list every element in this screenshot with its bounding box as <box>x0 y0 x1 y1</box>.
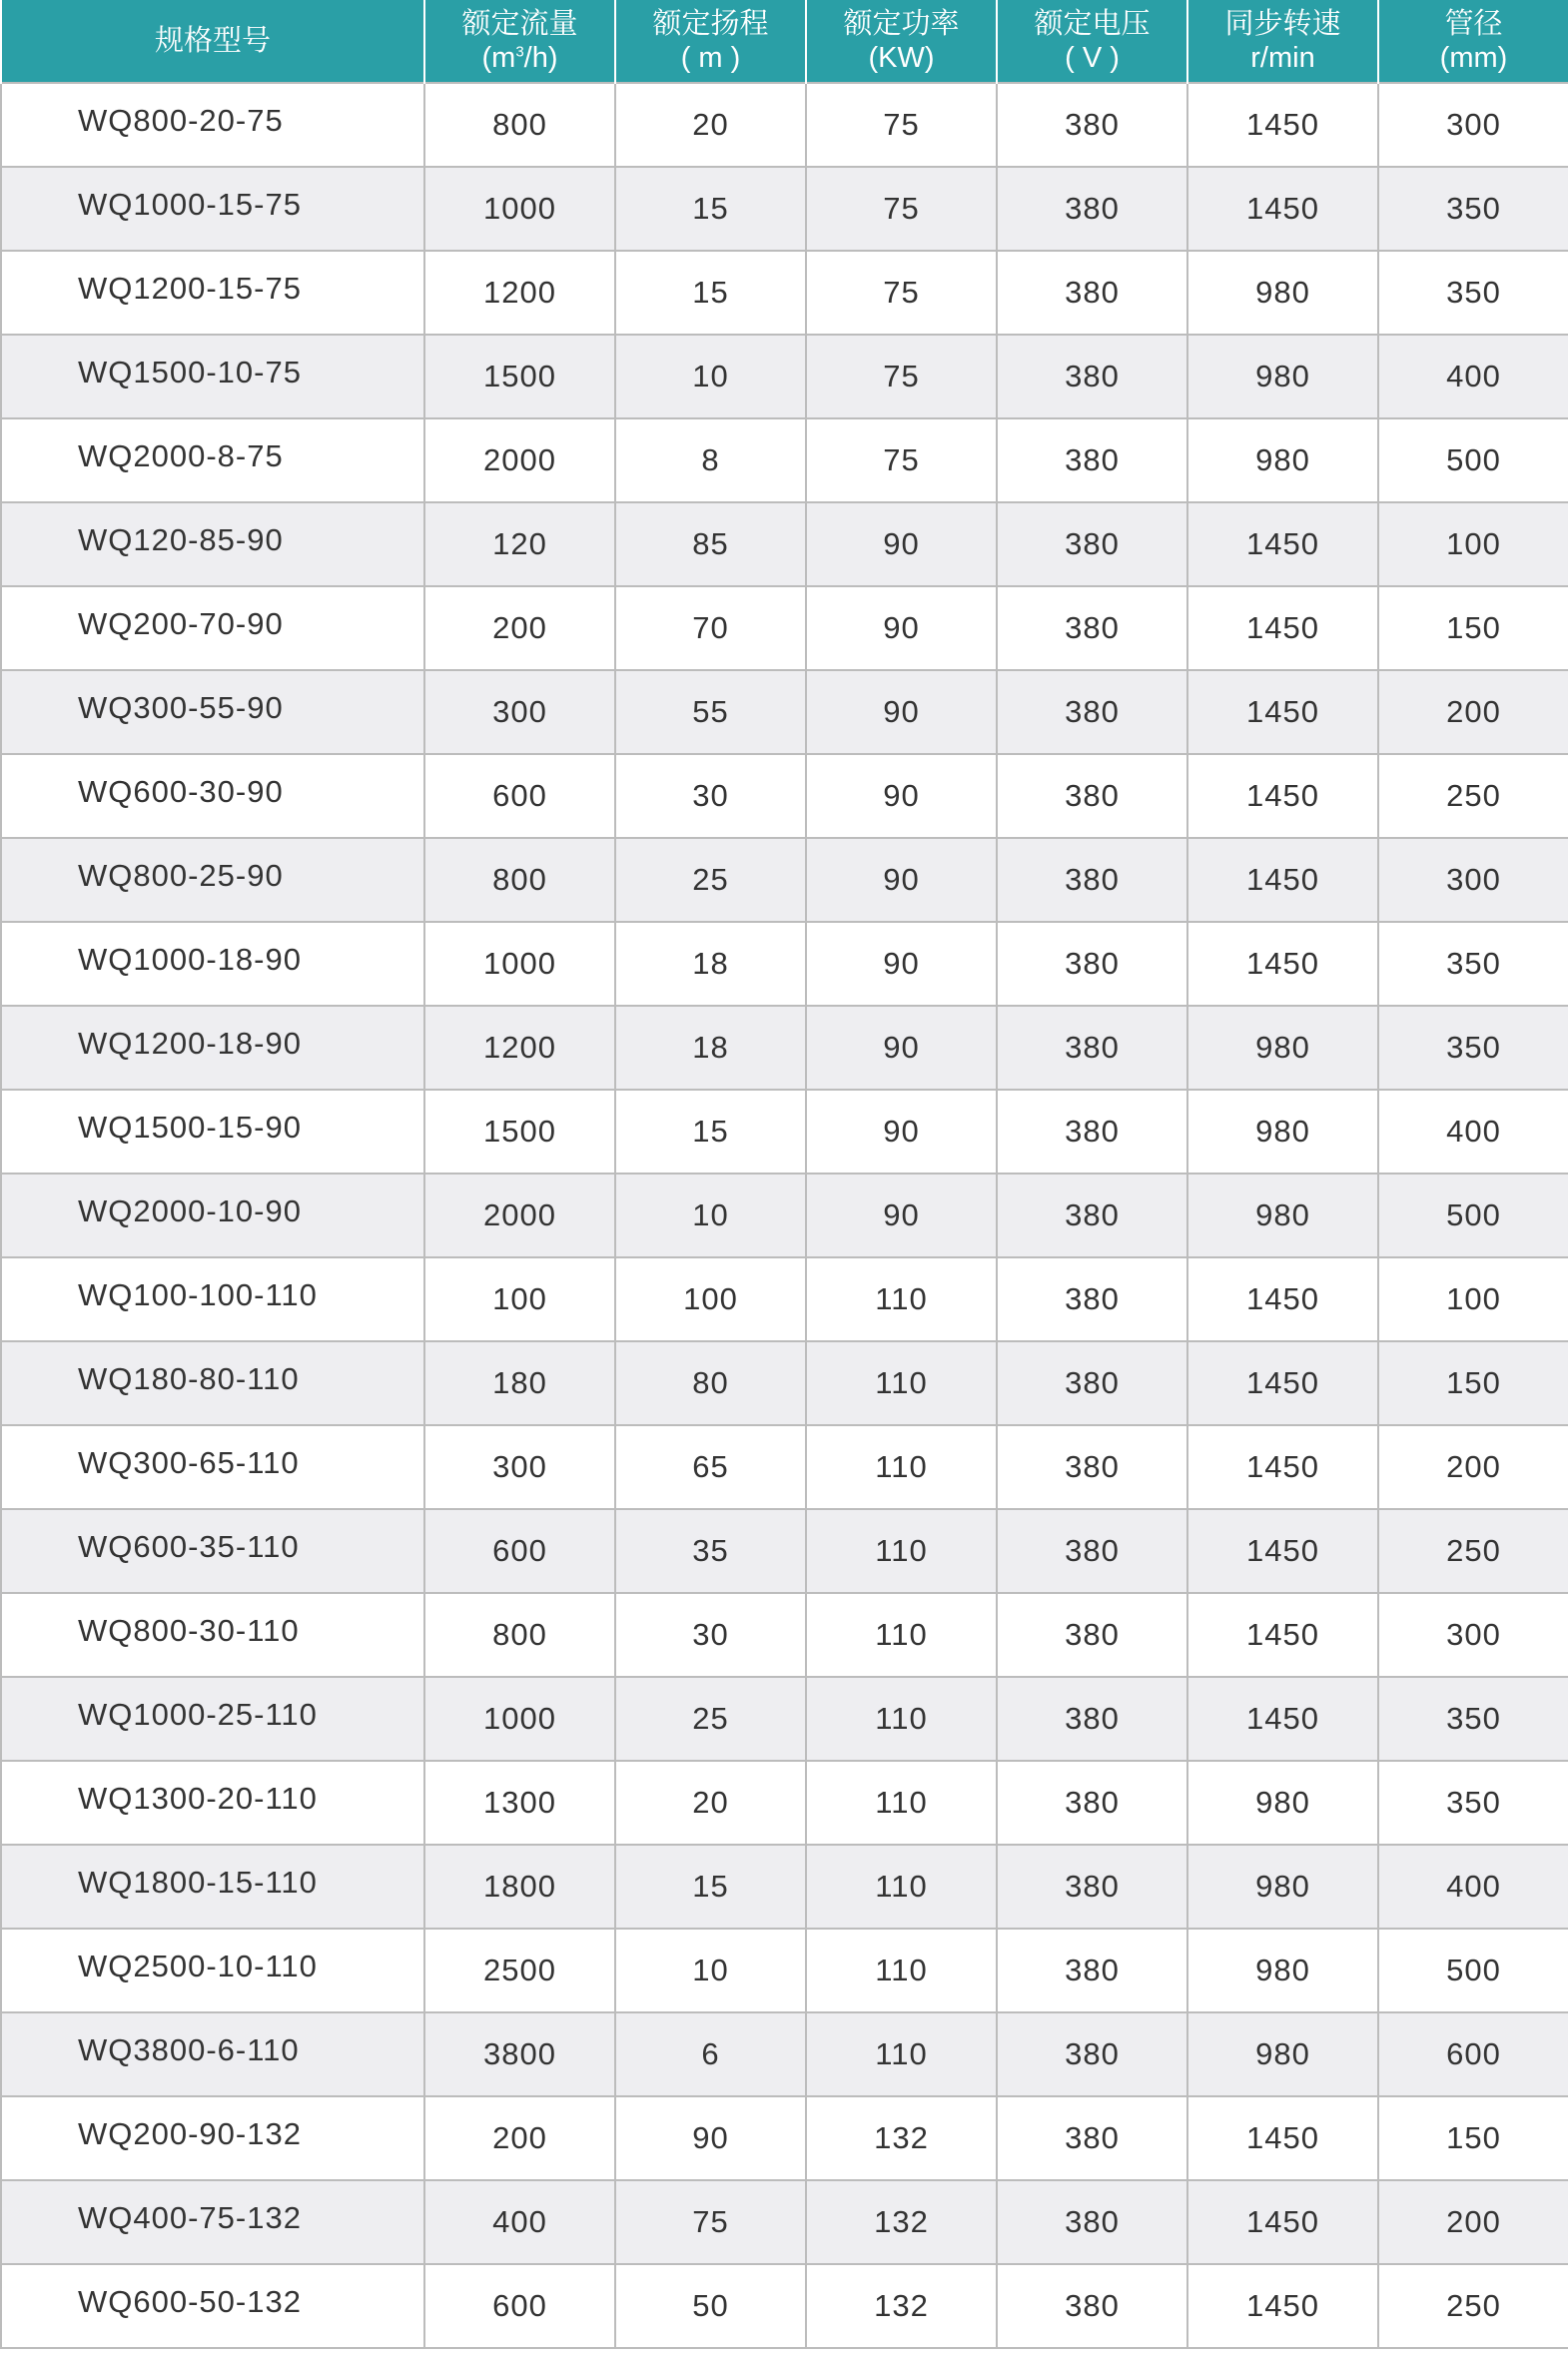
power-cell: 90 <box>806 502 997 586</box>
diameter-cell: 300 <box>1378 1593 1568 1677</box>
head-cell: 100 <box>615 1257 806 1341</box>
table-row <box>1 1425 1568 1509</box>
model-text: WQ2000-10-90 <box>78 1193 302 1228</box>
flow-cell: 200 <box>424 586 615 670</box>
head-cell: 55 <box>615 670 806 754</box>
speed-cell: 980 <box>1187 1929 1378 2012</box>
header-diameter-label: 管径 <box>1444 8 1503 40</box>
model-text: WQ800-25-90 <box>78 858 284 893</box>
model-cell <box>1 1677 424 1761</box>
head-cell: 70 <box>615 586 806 670</box>
power-cell: 110 <box>806 1677 997 1761</box>
speed-cell: 1450 <box>1187 1677 1378 1761</box>
voltage-cell: 380 <box>997 418 1187 502</box>
model-cell <box>1 83 424 167</box>
head-cell: 8 <box>615 418 806 502</box>
model-text: WQ200-70-90 <box>78 606 284 641</box>
diameter-cell: 250 <box>1378 754 1568 838</box>
model-cell <box>1 418 424 502</box>
model-cell <box>1 754 424 838</box>
voltage-cell: 380 <box>997 1341 1187 1425</box>
model-cell <box>1 1509 424 1593</box>
flow-cell: 1200 <box>424 1006 615 1090</box>
head-cell: 6 <box>615 2012 806 2096</box>
table-row <box>1 1006 1568 1090</box>
voltage-cell: 380 <box>997 2264 1187 2348</box>
speed-cell: 980 <box>1187 418 1378 502</box>
flow-cell: 180 <box>424 1341 615 1425</box>
model-cell <box>1 2096 424 2180</box>
flow-cell: 100 <box>424 1257 615 1341</box>
flow-cell: 800 <box>424 83 615 167</box>
model-text: WQ300-65-110 <box>78 1445 300 1480</box>
diameter-cell: 400 <box>1378 335 1568 418</box>
power-cell: 132 <box>806 2096 997 2180</box>
head-cell: 30 <box>615 754 806 838</box>
header-flow-label: 额定流量 <box>461 8 578 40</box>
voltage-cell: 380 <box>997 83 1187 167</box>
power-cell: 75 <box>806 251 997 335</box>
power-cell: 110 <box>806 1509 997 1593</box>
speed-cell: 1450 <box>1187 83 1378 167</box>
speed-cell: 980 <box>1187 251 1378 335</box>
diameter-cell: 350 <box>1378 1677 1568 1761</box>
header-flow <box>424 0 615 83</box>
table-row <box>1 418 1568 502</box>
flow-cell: 1000 <box>424 922 615 1006</box>
header-diameter <box>1378 0 1568 83</box>
power-cell: 110 <box>806 1929 997 2012</box>
voltage-cell: 380 <box>997 167 1187 251</box>
model-cell <box>1 1090 424 1174</box>
diameter-cell: 400 <box>1378 1090 1568 1174</box>
flow-cell: 1300 <box>424 1761 615 1845</box>
diameter-cell: 150 <box>1378 586 1568 670</box>
voltage-cell: 380 <box>997 1174 1187 1257</box>
diameter-cell: 200 <box>1378 1425 1568 1509</box>
speed-cell: 980 <box>1187 1761 1378 1845</box>
header-power-label: 额定功率 <box>843 8 960 40</box>
head-cell: 15 <box>615 167 806 251</box>
speed-cell: 1450 <box>1187 922 1378 1006</box>
flow-cell: 1000 <box>424 167 615 251</box>
header-flow-unit-pre: (m <box>481 42 516 74</box>
model-text: WQ1200-18-90 <box>78 1026 302 1061</box>
model-text: WQ1500-10-75 <box>78 355 302 390</box>
diameter-cell: 200 <box>1378 2180 1568 2264</box>
diameter-cell: 250 <box>1378 2264 1568 2348</box>
header-head-unit: ( m ) <box>680 42 741 74</box>
table-row <box>1 1341 1568 1425</box>
model-text: WQ2000-8-75 <box>78 438 284 473</box>
table-body <box>1 83 1568 2348</box>
head-cell: 35 <box>615 1509 806 1593</box>
header-flow-unit-sup: 3 <box>515 43 524 61</box>
model-cell <box>1 670 424 754</box>
voltage-cell: 380 <box>997 1761 1187 1845</box>
model-text: WQ1800-15-110 <box>78 1865 318 1900</box>
flow-cell: 1200 <box>424 251 615 335</box>
model-cell <box>1 2012 424 2096</box>
voltage-cell: 380 <box>997 1677 1187 1761</box>
flow-cell: 600 <box>424 754 615 838</box>
flow-cell: 2500 <box>424 1929 615 2012</box>
flow-cell: 1000 <box>424 1677 615 1761</box>
table-row <box>1 167 1568 251</box>
speed-cell: 1450 <box>1187 2264 1378 2348</box>
header-speed-label: 同步转速 <box>1224 8 1341 40</box>
diameter-cell: 500 <box>1378 418 1568 502</box>
header-voltage <box>997 0 1187 83</box>
speed-cell: 1450 <box>1187 1425 1378 1509</box>
table-row <box>1 83 1568 167</box>
voltage-cell: 380 <box>997 922 1187 1006</box>
model-cell <box>1 502 424 586</box>
diameter-cell: 200 <box>1378 670 1568 754</box>
flow-cell: 300 <box>424 670 615 754</box>
diameter-cell: 100 <box>1378 1257 1568 1341</box>
head-cell: 25 <box>615 1677 806 1761</box>
speed-cell: 980 <box>1187 1174 1378 1257</box>
model-text: WQ2500-10-110 <box>78 1949 318 1983</box>
power-cell: 75 <box>806 335 997 418</box>
head-cell: 15 <box>615 1845 806 1929</box>
diameter-cell: 500 <box>1378 1174 1568 1257</box>
header-power <box>806 0 997 83</box>
voltage-cell: 380 <box>997 1509 1187 1593</box>
voltage-cell: 380 <box>997 670 1187 754</box>
flow-cell: 200 <box>424 2096 615 2180</box>
header-speed <box>1187 0 1378 83</box>
header-model <box>1 0 424 83</box>
model-text: WQ800-30-110 <box>78 1613 300 1648</box>
voltage-cell: 380 <box>997 754 1187 838</box>
flow-cell: 1500 <box>424 335 615 418</box>
flow-cell: 300 <box>424 1425 615 1509</box>
header-power-unit: (KW) <box>868 42 935 74</box>
power-cell: 90 <box>806 754 997 838</box>
diameter-cell: 250 <box>1378 1509 1568 1593</box>
header-row <box>1 0 1568 83</box>
model-cell <box>1 2264 424 2348</box>
head-cell: 25 <box>615 838 806 922</box>
model-cell <box>1 1425 424 1509</box>
power-cell: 90 <box>806 670 997 754</box>
head-cell: 65 <box>615 1425 806 1509</box>
voltage-cell: 380 <box>997 502 1187 586</box>
table-row <box>1 2012 1568 2096</box>
power-cell: 110 <box>806 1425 997 1509</box>
voltage-cell: 380 <box>997 1257 1187 1341</box>
power-cell: 110 <box>806 2012 997 2096</box>
model-cell <box>1 167 424 251</box>
power-cell: 132 <box>806 2180 997 2264</box>
voltage-cell: 380 <box>997 1006 1187 1090</box>
speed-cell: 1450 <box>1187 754 1378 838</box>
speed-cell: 980 <box>1187 1845 1378 1929</box>
diameter-cell: 150 <box>1378 2096 1568 2180</box>
speed-cell: 1450 <box>1187 2180 1378 2264</box>
model-cell <box>1 1174 424 1257</box>
flow-cell: 600 <box>424 1509 615 1593</box>
voltage-cell: 380 <box>997 2096 1187 2180</box>
model-text: WQ1500-15-90 <box>78 1110 302 1145</box>
table-row <box>1 838 1568 922</box>
diameter-cell: 300 <box>1378 83 1568 167</box>
power-cell: 110 <box>806 1845 997 1929</box>
model-text: WQ1000-18-90 <box>78 942 302 977</box>
diameter-cell: 500 <box>1378 1929 1568 2012</box>
flow-cell: 1800 <box>424 1845 615 1929</box>
model-text: WQ600-35-110 <box>78 1529 300 1564</box>
speed-cell: 1450 <box>1187 1341 1378 1425</box>
header-flow-unit <box>425 41 614 75</box>
speed-cell: 1450 <box>1187 167 1378 251</box>
flow-cell: 3800 <box>424 2012 615 2096</box>
model-text: WQ300-55-90 <box>78 690 284 725</box>
flow-cell: 2000 <box>424 1174 615 1257</box>
diameter-cell: 150 <box>1378 1341 1568 1425</box>
speed-cell: 980 <box>1187 1006 1378 1090</box>
model-cell <box>1 251 424 335</box>
voltage-cell: 380 <box>997 1929 1187 2012</box>
speed-cell: 1450 <box>1187 1593 1378 1677</box>
table-row <box>1 586 1568 670</box>
voltage-cell: 380 <box>997 335 1187 418</box>
power-cell: 90 <box>806 838 997 922</box>
head-cell: 15 <box>615 1090 806 1174</box>
power-cell: 90 <box>806 922 997 1006</box>
flow-cell: 120 <box>424 502 615 586</box>
header-voltage-unit: ( V ) <box>1065 42 1120 74</box>
model-text: WQ1000-25-110 <box>78 1697 318 1732</box>
header-speed-unit: r/min <box>1250 42 1315 74</box>
model-text: WQ3800-6-110 <box>78 2032 300 2067</box>
table-row <box>1 2264 1568 2348</box>
speed-cell: 1450 <box>1187 2096 1378 2180</box>
power-cell: 110 <box>806 1593 997 1677</box>
head-cell: 18 <box>615 1006 806 1090</box>
speed-cell: 1450 <box>1187 502 1378 586</box>
table-row <box>1 1761 1568 1845</box>
speed-cell: 1450 <box>1187 670 1378 754</box>
flow-cell: 1500 <box>424 1090 615 1174</box>
model-cell <box>1 1761 424 1845</box>
header-diameter-unit: (mm) <box>1439 42 1508 74</box>
flow-cell: 2000 <box>424 418 615 502</box>
diameter-cell: 350 <box>1378 1006 1568 1090</box>
power-cell: 75 <box>806 83 997 167</box>
voltage-cell: 380 <box>997 586 1187 670</box>
table-row <box>1 1509 1568 1593</box>
head-cell: 10 <box>615 335 806 418</box>
voltage-cell: 380 <box>997 2180 1187 2264</box>
power-cell: 110 <box>806 1761 997 1845</box>
speed-cell: 980 <box>1187 1090 1378 1174</box>
model-text: WQ400-75-132 <box>78 2200 302 2235</box>
table-row <box>1 1174 1568 1257</box>
table-row <box>1 1257 1568 1341</box>
power-cell: 132 <box>806 2264 997 2348</box>
model-text: WQ180-80-110 <box>78 1361 300 1396</box>
voltage-cell: 380 <box>997 2012 1187 2096</box>
table-row <box>1 670 1568 754</box>
table-row <box>1 1677 1568 1761</box>
head-cell: 90 <box>615 2096 806 2180</box>
model-cell <box>1 1845 424 1929</box>
voltage-cell: 380 <box>997 838 1187 922</box>
power-cell: 90 <box>806 586 997 670</box>
table-row <box>1 502 1568 586</box>
table-row <box>1 754 1568 838</box>
table-row <box>1 2180 1568 2264</box>
model-text: WQ200-90-132 <box>78 2116 302 2151</box>
diameter-cell: 600 <box>1378 2012 1568 2096</box>
head-cell: 80 <box>615 1341 806 1425</box>
table-row <box>1 2096 1568 2180</box>
head-cell: 75 <box>615 2180 806 2264</box>
speed-cell: 1450 <box>1187 1509 1378 1593</box>
diameter-cell: 400 <box>1378 1845 1568 1929</box>
head-cell: 30 <box>615 1593 806 1677</box>
header-flow-unit-post: /h) <box>523 42 558 74</box>
speed-cell: 1450 <box>1187 1257 1378 1341</box>
head-cell: 10 <box>615 1929 806 2012</box>
power-cell: 75 <box>806 167 997 251</box>
model-text: WQ600-50-132 <box>78 2284 302 2319</box>
speed-cell: 980 <box>1187 2012 1378 2096</box>
table-row <box>1 1593 1568 1677</box>
model-cell <box>1 1593 424 1677</box>
head-cell: 20 <box>615 1761 806 1845</box>
model-cell <box>1 1929 424 2012</box>
head-cell: 20 <box>615 83 806 167</box>
table-row <box>1 251 1568 335</box>
table-row <box>1 335 1568 418</box>
header-voltage-label: 额定电压 <box>1034 8 1151 40</box>
model-cell <box>1 1341 424 1425</box>
diameter-cell: 350 <box>1378 167 1568 251</box>
model-text: WQ1300-20-110 <box>78 1781 318 1816</box>
table-header <box>1 0 1568 83</box>
model-text: WQ1200-15-75 <box>78 271 302 306</box>
model-cell <box>1 586 424 670</box>
power-cell: 110 <box>806 1257 997 1341</box>
head-cell: 10 <box>615 1174 806 1257</box>
table-row <box>1 922 1568 1006</box>
power-cell: 90 <box>806 1090 997 1174</box>
flow-cell: 400 <box>424 2180 615 2264</box>
voltage-cell: 380 <box>997 1845 1187 1929</box>
power-cell: 110 <box>806 1341 997 1425</box>
head-cell: 50 <box>615 2264 806 2348</box>
diameter-cell: 100 <box>1378 502 1568 586</box>
speed-cell: 980 <box>1187 335 1378 418</box>
diameter-cell: 350 <box>1378 922 1568 1006</box>
speed-cell: 1450 <box>1187 838 1378 922</box>
model-cell <box>1 2180 424 2264</box>
head-cell: 15 <box>615 251 806 335</box>
speed-cell: 1450 <box>1187 586 1378 670</box>
model-text: WQ100-100-110 <box>78 1277 318 1312</box>
power-cell: 75 <box>806 418 997 502</box>
power-cell: 90 <box>806 1006 997 1090</box>
model-text: WQ800-20-75 <box>78 103 284 138</box>
table-row <box>1 1845 1568 1929</box>
model-text: WQ600-30-90 <box>78 774 284 809</box>
head-cell: 85 <box>615 502 806 586</box>
flow-cell: 800 <box>424 838 615 922</box>
model-text: WQ1000-15-75 <box>78 187 302 222</box>
model-cell <box>1 838 424 922</box>
voltage-cell: 380 <box>997 1425 1187 1509</box>
header-head-label: 额定扬程 <box>652 8 769 40</box>
model-cell <box>1 1257 424 1341</box>
header-head <box>615 0 806 83</box>
model-cell <box>1 1006 424 1090</box>
voltage-cell: 380 <box>997 1593 1187 1677</box>
model-cell <box>1 922 424 1006</box>
voltage-cell: 380 <box>997 1090 1187 1174</box>
model-text: WQ120-85-90 <box>78 522 284 557</box>
table-row <box>1 1090 1568 1174</box>
head-cell: 18 <box>615 922 806 1006</box>
diameter-cell: 300 <box>1378 838 1568 922</box>
model-cell <box>1 335 424 418</box>
power-cell: 90 <box>806 1174 997 1257</box>
diameter-cell: 350 <box>1378 251 1568 335</box>
table-row <box>1 1929 1568 2012</box>
diameter-cell: 350 <box>1378 1761 1568 1845</box>
header-model-label: 规格型号 <box>154 25 271 57</box>
voltage-cell: 380 <box>997 251 1187 335</box>
flow-cell: 800 <box>424 1593 615 1677</box>
flow-cell: 600 <box>424 2264 615 2348</box>
